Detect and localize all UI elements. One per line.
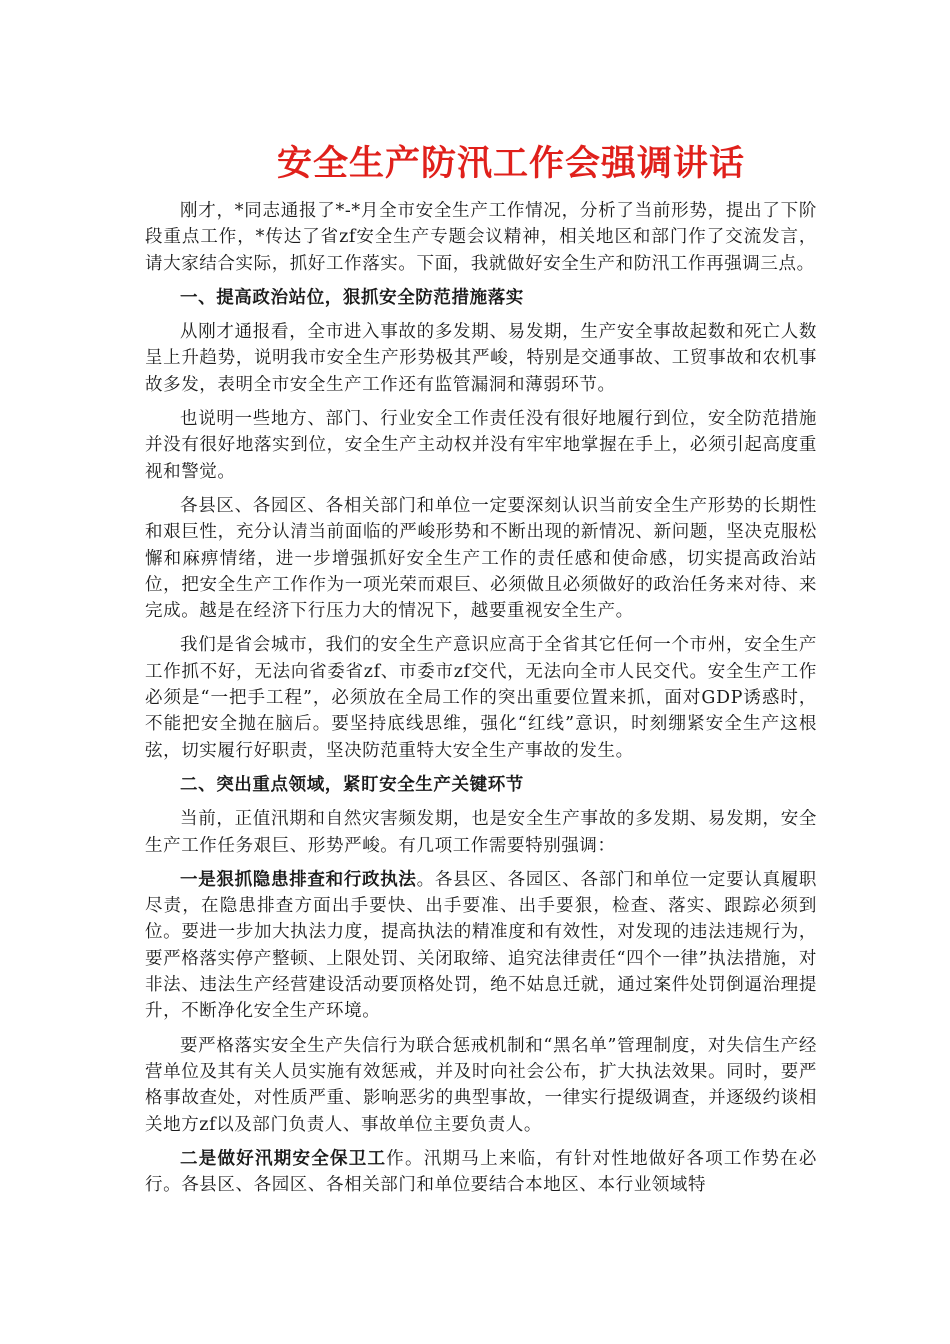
paragraph: 当前，正值汛期和自然灾害频发期，也是安全生产事故的多发期、易发期，安全生产工作任务艰巨、形势严峻。有几项工作需要特别强调： bbox=[145, 809, 817, 856]
paragraph: 也说明一些地方、部门、行业安全工作责任没有很好地履行到位，安全防范措施并没有很好地落实到位，安全生产主动权并没有牢牢地掌握在手上，必须引起高度重视和警觉。 bbox=[145, 409, 817, 482]
point-body-text: 作。汛期马上来临，有针对性地做好各项工作势在必行。各县区、各园区、各相关部门和单位要结合本地区、本行业领域特 bbox=[145, 1148, 817, 1196]
document-page bbox=[145, 130, 817, 1206]
paragraph: 从刚才通报看，全市进入事故的多发期、易发期，生产安全事故起数和死亡人数呈上升趋势，说明我市安全生产形势极其严峻，特别是交通事故、工贸事故和农机事故多发，表明全市安全生产工作还有监管漏洞和薄弱环节。 bbox=[145, 322, 817, 395]
paragraph: 各县区、各园区、各相关部门和单位一定要深刻认识当前安全生产形势的长期性和艰巨性，充分认清当前面临的严峻形势和不断出现的新情况、新问题，坚决克服松懈和麻痹情绪，进一步增强抓好安全生产工作的责任感和使命感，切实提高政治站位，把安全生产工作作为一项光荣而艰巨、必须做且必须做好的政治任务来对待、来完成。越是在经济下行压力大的情况下，越要重视安全生产。 bbox=[145, 495, 817, 622]
point-body-text: 。各县区、各园区、各部门和单位一定要认真履职尽责，在隐患排查方面出手要快、出手要准、出手要狠，检查、落实、跟踪必须到位。要进一步加大执法力度，提高执法的精准度和有效性，对发现的违法违规行为，要严格落实停产整顿、上限处罚、关闭取缔、追究法律责任“四个一律”执法措施，对非法、违法生产经营建设活动要顶格处罚，绝不姑息迁就，通过案件处罚倒逼治理提升，不断净化安全生产环境。 bbox=[145, 869, 817, 1022]
document-title: 安全生产防汛工作会强调讲话 bbox=[276, 143, 745, 184]
paragraph-point-2 bbox=[145, 1146, 817, 1199]
section-heading-1: 一、提高政治站位，狠抓安全防范措施落实 bbox=[180, 287, 524, 308]
section-heading-2: 二、突出重点领域，紧盯安全生产关键环节 bbox=[180, 774, 524, 795]
paragraph: 要严格落实安全生产失信行为联合惩戒机制和“黑名单”管理制度，对失信生产经营单位及其有关人员实施有效惩戒，并及时向社会公布，扩大执法效果。同时，要严格事故查处，对性质严重、影响恶劣的典型事故，一律实行提级调查，并逐级约谈相关地方zf以及部门负责人、事故单位主要负责人。 bbox=[145, 1035, 817, 1135]
point-lead-text: 一是狠抓隐患排查和行政执法 bbox=[180, 869, 417, 890]
paragraph: 我们是省会城市，我们的安全生产意识应高于全省其它任何一个市州，安全生产工作抓不好，无法向省委省zf、市委市zf交代，无法向全市人民交代。安全生产工作必须是“一把手工程”，必须放在全局工作的突出重要位置来抓，面对GDP诱惑时，不能把安全抛在脑后。要坚持底线思维，强化“红线”意识，时刻绷紧安全生产这根弦，切实履行好职责，坚决防范重特大安全生产事故的发生。 bbox=[145, 635, 817, 761]
paragraph-point-1 bbox=[145, 867, 817, 1025]
paragraph-intro: 刚才，*同志通报了*-*月全市安全生产工作情况，分析了当前形势，提出了下阶段重点工作，*传达了省zf安全生产专题会议精神，相关地区和部门作了交流发言，请大家结合实际，抓好工作落实。下面，我就做好安全生产和防汛工作再强调三点。 bbox=[145, 201, 817, 274]
point-lead-text: 二是做好汛期安全保卫工 bbox=[180, 1148, 387, 1169]
